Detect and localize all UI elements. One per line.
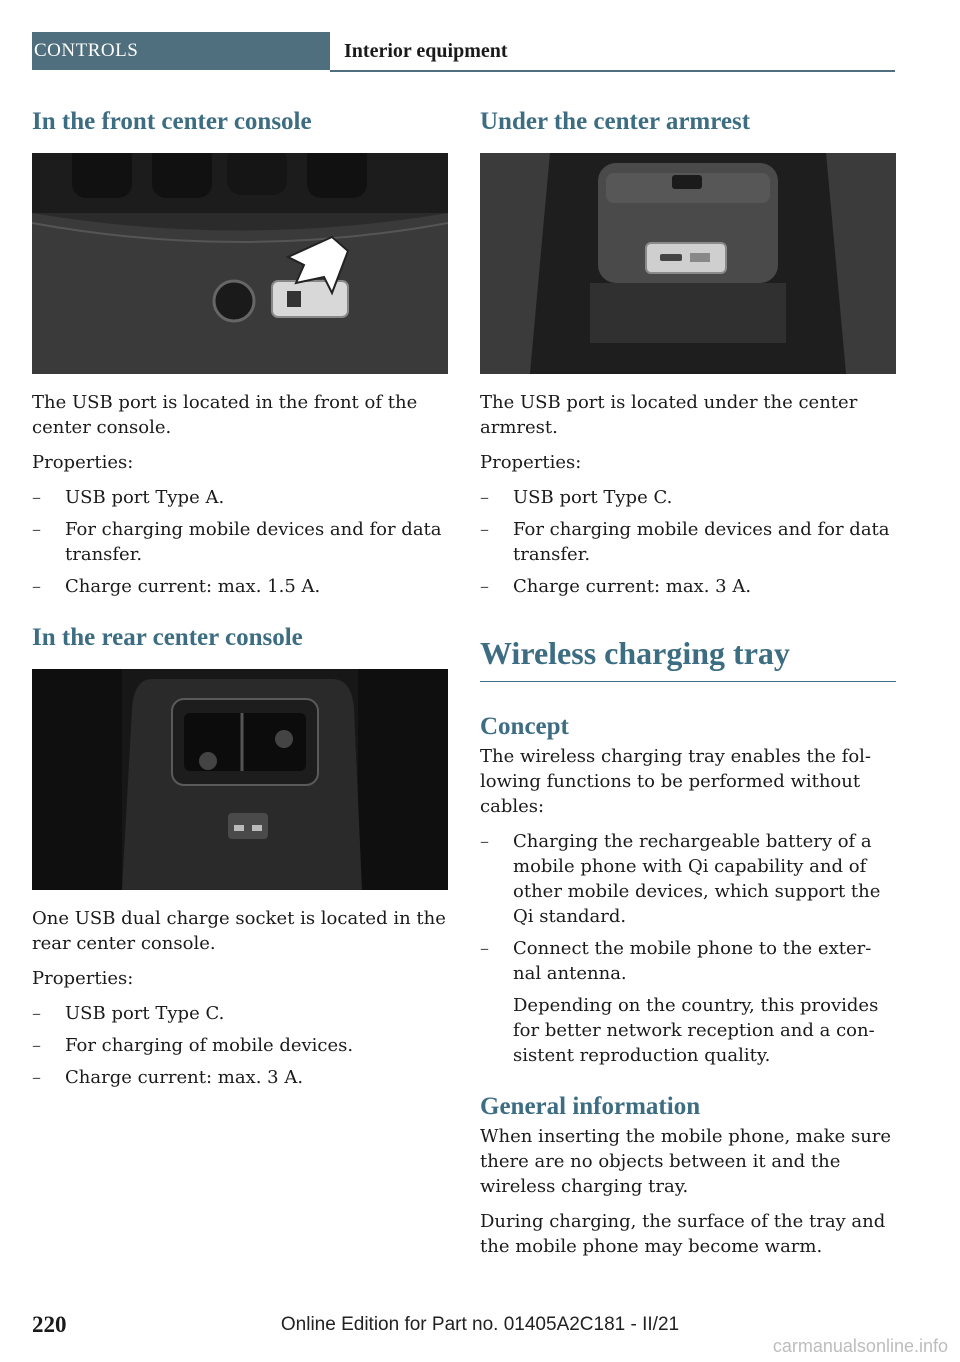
general-info-p1: When inserting the mobile phone, make sure there are no objects between it and the wireless charging tray. xyxy=(480,1126,892,1197)
usb-port-photo-icon xyxy=(32,669,448,890)
wireless-charging-heading: Wireless charging tray xyxy=(480,635,790,671)
list-item: – For charging of mobile devices. xyxy=(32,1033,448,1058)
rear-console-desc: One USB dual charge socket is located in the rear center console. xyxy=(32,908,446,954)
list-item: – Charge current: max. 3 A. xyxy=(32,1065,448,1090)
armrest-heading: Under the center armrest xyxy=(480,108,751,135)
list-item: – USB port Type A. xyxy=(32,485,448,510)
left-column xyxy=(32,105,448,1102)
armrest-props-list xyxy=(480,485,896,599)
list-item: – Charge current: max. 3 A. xyxy=(480,574,896,599)
general-info-p2: During charging, the surface of the tray and the mobile phone may become warm. xyxy=(480,1211,886,1257)
page-number: 220 xyxy=(32,1312,67,1337)
header-rule xyxy=(330,70,895,72)
usb-port-photo-icon xyxy=(480,153,896,374)
front-props-list xyxy=(32,485,448,599)
rear-console-photo xyxy=(32,669,448,890)
section-tab: CONTROLS xyxy=(32,32,330,70)
armrest-props-label: Properties: xyxy=(480,452,582,473)
list-item: – USB port Type C. xyxy=(32,1001,448,1026)
list-item: – USB port Type C. xyxy=(480,485,896,510)
concept-heading: Concept xyxy=(480,713,569,740)
list-item: – Charge current: max. 1.5 A. xyxy=(32,574,448,599)
concept-list xyxy=(480,829,896,1068)
list-item-note: Depending on the country, this provides for better network reception and a con‐ sistent reproduction quality. xyxy=(513,995,879,1066)
right-column xyxy=(480,105,896,1269)
armrest-desc: The USB port is located under the center armrest. xyxy=(480,392,858,438)
list-item: – Charging the rechargeable battery of a mobile phone with Qi capability and of other mobile devices, which support the Qi standard. xyxy=(480,829,896,929)
list-item-text: Connect the mobile phone to the exter‐ nal antenna. xyxy=(513,938,872,984)
front-console-heading: In the front center console xyxy=(32,108,312,135)
list-item xyxy=(480,936,896,1068)
general-info-heading: General information xyxy=(480,1093,701,1120)
list-item: – For charging mobile devices and for data transfer. xyxy=(32,517,448,567)
rear-props-label: Properties: xyxy=(32,968,134,989)
section-rule xyxy=(480,681,896,682)
front-console-photo xyxy=(32,153,448,374)
list-item: – For charging mobile devices and for data transfer. xyxy=(480,517,896,567)
chapter-title: Interior equipment xyxy=(344,40,508,62)
page-header xyxy=(32,32,895,72)
edition-note: Online Edition for Part no. 01405A2C181 - II/21 xyxy=(280,1314,680,1335)
front-console-desc: The USB port is located in the front of the center console. xyxy=(32,392,418,438)
watermark: carmanualsonline.info xyxy=(772,1336,948,1356)
rear-console-heading: In the rear center console xyxy=(32,624,303,651)
concept-text: The wireless charging tray enables the fol‐ lowing functions to be performed without cables: xyxy=(480,746,871,817)
rear-props-list xyxy=(32,1001,448,1090)
armrest-photo xyxy=(480,153,896,374)
usb-port-photo-icon xyxy=(32,153,448,374)
front-props-label: Properties: xyxy=(32,452,134,473)
